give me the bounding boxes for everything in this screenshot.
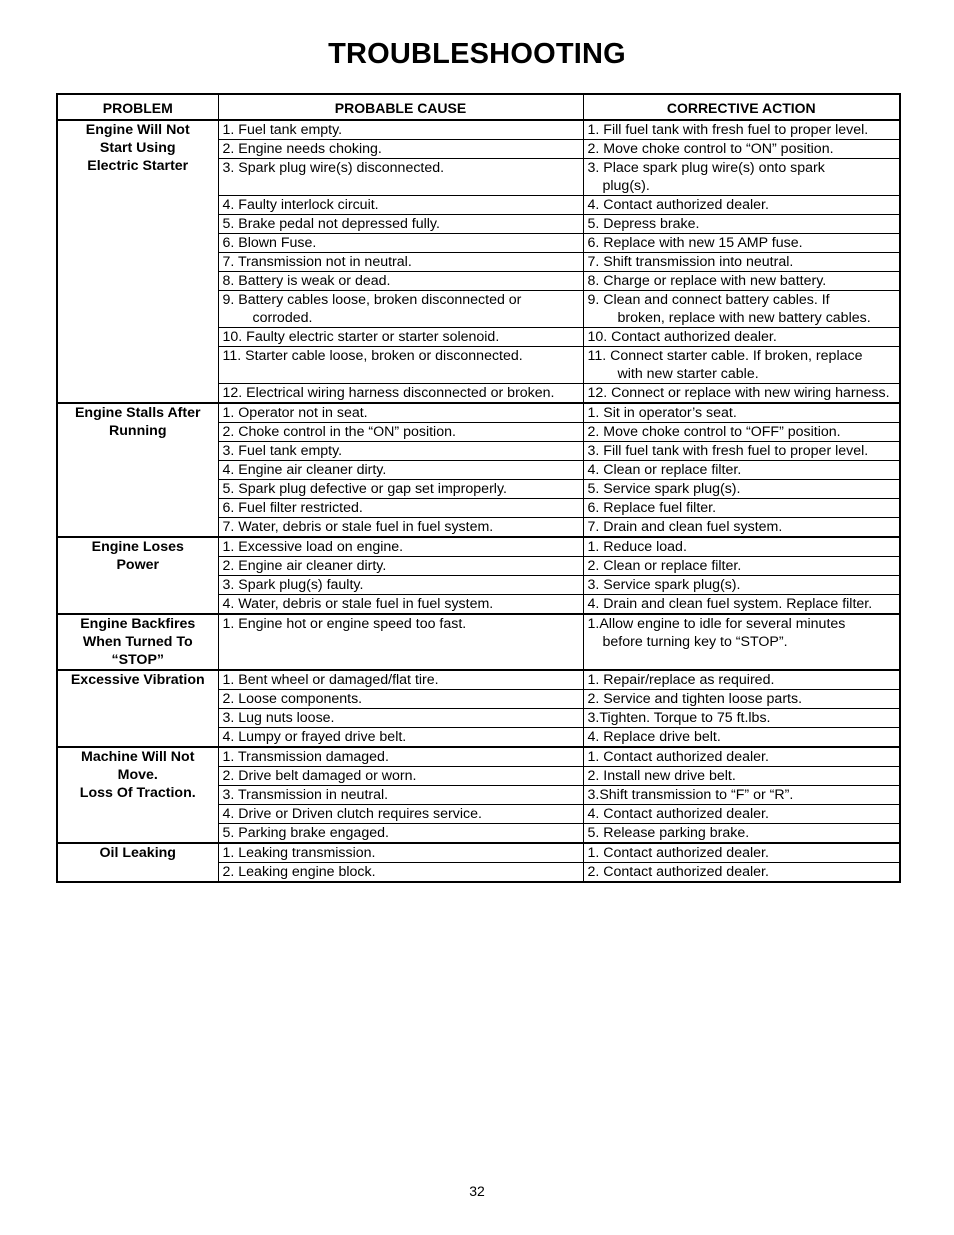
action-cell <box>583 120 900 140</box>
action-text: 8. Charge or replace with new battery. <box>587 273 827 289</box>
action-text: 3.Shift transmission to “F” or “R”. <box>587 787 794 803</box>
cause-text: 3. Transmission in neutral. <box>222 787 389 803</box>
cause-text: 6. Fuel filter restricted. <box>222 500 363 516</box>
action-text: 6. Replace fuel filter. <box>587 500 717 516</box>
cause-text: 1. Fuel tank empty. <box>222 122 343 138</box>
page-title: TROUBLESHOOTING <box>328 38 626 70</box>
cause-cell <box>218 805 583 824</box>
cause-text: 1. Engine hot or engine speed too fast. <box>222 616 467 632</box>
cause-text: 4. Faulty interlock circuit. <box>222 197 379 213</box>
problem-cell <box>57 537 218 614</box>
cause-text: 2. Engine air cleaner dirty. <box>222 558 387 574</box>
action-cell <box>583 291 900 328</box>
cause-text: 8. Battery is weak or dead. <box>222 273 391 289</box>
action-cell <box>583 843 900 863</box>
action-text: 3.Tighten. Torque to 75 ft.lbs. <box>587 710 771 726</box>
action-cell <box>583 747 900 767</box>
action-cell <box>583 537 900 557</box>
cause-cell <box>218 728 583 748</box>
cause-cell <box>218 253 583 272</box>
table-row <box>57 537 900 557</box>
action-cell <box>583 824 900 844</box>
cause-text: 7. Transmission not in neutral. <box>222 254 412 270</box>
action-cell <box>583 234 900 253</box>
cause-cell <box>218 843 583 863</box>
cause-text: 1. Operator not in seat. <box>222 405 368 421</box>
cause-text: 1. Bent wheel or damaged/flat tire. <box>222 672 439 688</box>
problem-text: Start Using <box>99 140 176 156</box>
action-text: 5. Release parking brake. <box>587 825 750 841</box>
cause-text: 2. Drive belt damaged or worn. <box>222 768 417 784</box>
problem-text: Engine Backfires <box>80 616 196 632</box>
cause-cell <box>218 767 583 786</box>
action-cell <box>583 728 900 748</box>
problem-text: Excessive Vibration <box>70 672 205 688</box>
column-header-action: CORRECTIVE ACTION <box>583 94 900 120</box>
table-row <box>57 747 900 767</box>
action-cell <box>583 690 900 709</box>
action-cell <box>583 499 900 518</box>
problem-text: Running <box>108 423 167 439</box>
cause-cell <box>218 747 583 767</box>
action-cell <box>583 328 900 347</box>
cause-cell <box>218 159 583 196</box>
action-cell <box>583 614 900 670</box>
action-cell <box>583 442 900 461</box>
table-row <box>57 843 900 863</box>
action-text: 5. Depress brake. <box>587 216 700 232</box>
cause-cell <box>218 423 583 442</box>
action-text: 7. Drain and clean fuel system. <box>587 519 783 535</box>
problem-cell <box>57 120 218 403</box>
action-text: 3. Place spark plug wire(s) onto spark <box>587 160 825 176</box>
cause-cell <box>218 595 583 615</box>
action-cell <box>583 423 900 442</box>
cause-cell <box>218 140 583 159</box>
action-text: 7. Shift transmission into neutral. <box>587 254 794 270</box>
cause-text: 4. Lumpy or frayed drive belt. <box>222 729 407 745</box>
action-text: 4. Contact authorized dealer. <box>587 806 769 822</box>
cause-cell <box>218 291 583 328</box>
action-cell <box>583 480 900 499</box>
action-text: 10. Contact authorized dealer. <box>587 329 777 345</box>
table-row <box>57 614 900 670</box>
action-text: 1. Contact authorized dealer. <box>587 749 769 765</box>
cause-cell <box>218 328 583 347</box>
action-cell <box>583 709 900 728</box>
cause-cell <box>218 518 583 538</box>
cause-text: 2. Loose components. <box>222 691 363 707</box>
action-cell <box>583 196 900 215</box>
action-text: 2. Install new drive belt. <box>587 768 736 784</box>
action-text: 4. Contact authorized dealer. <box>587 197 769 213</box>
action-text: 1. Reduce load. <box>587 539 687 555</box>
problem-text: Engine Will Not <box>85 122 190 138</box>
cause-cell <box>218 347 583 384</box>
problem-text: Engine Loses <box>91 539 184 555</box>
column-header-cause: PROBABLE CAUSE <box>218 94 583 120</box>
cause-cell <box>218 120 583 140</box>
troubleshooting-table <box>56 93 901 883</box>
cause-cell <box>218 824 583 844</box>
cause-text: 5. Parking brake engaged. <box>222 825 389 841</box>
page-number: 32 <box>469 1183 485 1199</box>
cause-text: 3. Spark plug wire(s) disconnected. <box>222 160 445 176</box>
cause-cell <box>218 690 583 709</box>
cause-text: 3. Lug nuts loose. <box>222 710 335 726</box>
cause-text: 3. Spark plug(s) faulty. <box>222 577 364 593</box>
table-row <box>57 120 900 140</box>
action-text: 4. Replace drive belt. <box>587 729 721 745</box>
problem-text: Electric Starter <box>87 158 189 174</box>
cause-text: 7. Water, debris or stale fuel in fuel system. <box>222 519 494 535</box>
action-cell <box>583 347 900 384</box>
problem-text: Loss Of Traction. <box>79 785 196 801</box>
problem-cell <box>57 614 218 670</box>
action-cell <box>583 595 900 615</box>
cause-cell <box>218 461 583 480</box>
cause-text: 2. Engine needs choking. <box>222 141 382 157</box>
cause-text: 5. Spark plug defective or gap set improperly. <box>222 481 507 497</box>
action-cell <box>583 384 900 404</box>
cause-cell <box>218 670 583 690</box>
problem-text: “STOP” <box>111 652 165 668</box>
cause-cell <box>218 234 583 253</box>
cause-text: 2. Leaking engine block. <box>222 864 376 880</box>
action-text: 6. Replace with new 15 AMP fuse. <box>587 235 803 251</box>
table-body <box>57 120 900 882</box>
cause-text: 4. Engine air cleaner dirty. <box>222 462 387 478</box>
action-text: 3. Service spark plug(s). <box>587 577 741 593</box>
cause-text: 4. Water, debris or stale fuel in fuel system. <box>222 596 494 612</box>
action-text: 4. Clean or replace filter. <box>587 462 742 478</box>
action-text: before turning key to “STOP”. <box>602 634 788 650</box>
action-text: 2. Move choke control to “ON” position. <box>587 141 834 157</box>
cause-text: corroded. <box>252 310 313 326</box>
action-cell <box>583 557 900 576</box>
action-cell <box>583 403 900 423</box>
cause-cell <box>218 272 583 291</box>
cause-text: 12. Electrical wiring harness disconnected or broken. <box>222 385 555 401</box>
cause-cell <box>218 537 583 557</box>
action-cell <box>583 670 900 690</box>
cause-cell <box>218 576 583 595</box>
action-cell <box>583 767 900 786</box>
cause-text: 6. Blown Fuse. <box>222 235 317 251</box>
action-cell <box>583 215 900 234</box>
problem-cell <box>57 747 218 843</box>
cause-cell <box>218 499 583 518</box>
action-text: 1. Fill fuel tank with fresh fuel to proper level. <box>587 122 869 138</box>
problem-cell <box>57 670 218 747</box>
action-cell <box>583 461 900 480</box>
problem-cell <box>57 843 218 882</box>
action-text: 4. Drain and clean fuel system. Replace filter. <box>587 596 873 612</box>
action-cell <box>583 140 900 159</box>
cause-cell <box>218 709 583 728</box>
cause-text: 4. Drive or Driven clutch requires service. <box>222 806 482 822</box>
action-text: 1. Sit in operator’s seat. <box>587 405 737 421</box>
problem-text: Engine Stalls After <box>74 405 201 421</box>
cause-text: 1. Excessive load on engine. <box>222 539 404 555</box>
cause-text: 11. Starter cable loose, broken or disconnected. <box>222 348 523 364</box>
cause-text: 2. Choke control in the “ON” position. <box>222 424 456 440</box>
problem-text: Machine Will Not <box>81 749 195 765</box>
action-text: 12. Connect or replace with new wiring harness. <box>587 385 890 401</box>
problem-text: Power <box>116 557 160 573</box>
cause-cell <box>218 442 583 461</box>
cause-text: 5. Brake pedal not depressed fully. <box>222 216 440 232</box>
action-text: 2. Service and tighten loose parts. <box>587 691 803 707</box>
table-row <box>57 670 900 690</box>
action-text: 1. Repair/replace as required. <box>587 672 775 688</box>
action-cell <box>583 159 900 196</box>
action-cell <box>583 805 900 824</box>
action-text: plug(s). <box>602 178 650 194</box>
problem-text: Oil Leaking <box>99 845 176 861</box>
action-text: 1.Allow engine to idle for several minutes <box>587 616 846 632</box>
action-cell <box>583 576 900 595</box>
action-cell <box>583 272 900 291</box>
cause-text: 3. Fuel tank empty. <box>222 443 343 459</box>
problem-cell <box>57 403 218 537</box>
table-row <box>57 403 900 423</box>
cause-cell <box>218 384 583 404</box>
action-text: with new starter cable. <box>617 366 759 382</box>
action-text: 2. Clean or replace filter. <box>587 558 742 574</box>
action-cell <box>583 518 900 538</box>
action-text: 3. Fill fuel tank with fresh fuel to proper level. <box>587 443 869 459</box>
cause-text: 9. Battery cables loose, broken disconnected or <box>222 292 522 308</box>
action-cell <box>583 253 900 272</box>
cause-cell <box>218 480 583 499</box>
cause-text: 10. Faulty electric starter or starter solenoid. <box>222 329 500 345</box>
cause-cell <box>218 863 583 883</box>
cause-text: 1. Leaking transmission. <box>222 845 376 861</box>
problem-text: When Turned To <box>82 634 193 650</box>
cause-text: 1. Transmission damaged. <box>222 749 389 765</box>
problem-text: Move. <box>117 767 158 783</box>
action-cell <box>583 863 900 883</box>
action-text: 1. Contact authorized dealer. <box>587 845 769 861</box>
action-text: broken, replace with new battery cables. <box>617 310 871 326</box>
action-text: 2. Move choke control to “OFF” position. <box>587 424 841 440</box>
action-text: 5. Service spark plug(s). <box>587 481 741 497</box>
cause-cell <box>218 614 583 670</box>
action-text: 11. Connect starter cable. If broken, replace <box>587 348 863 364</box>
cause-cell <box>218 215 583 234</box>
table-header-row <box>57 94 900 120</box>
cause-cell <box>218 786 583 805</box>
action-text: 2. Contact authorized dealer. <box>587 864 769 880</box>
cause-cell <box>218 557 583 576</box>
action-cell <box>583 786 900 805</box>
action-text: 9. Clean and connect battery cables. If <box>587 292 830 308</box>
cause-cell <box>218 403 583 423</box>
column-header-problem: PROBLEM <box>57 94 218 120</box>
cause-cell <box>218 196 583 215</box>
